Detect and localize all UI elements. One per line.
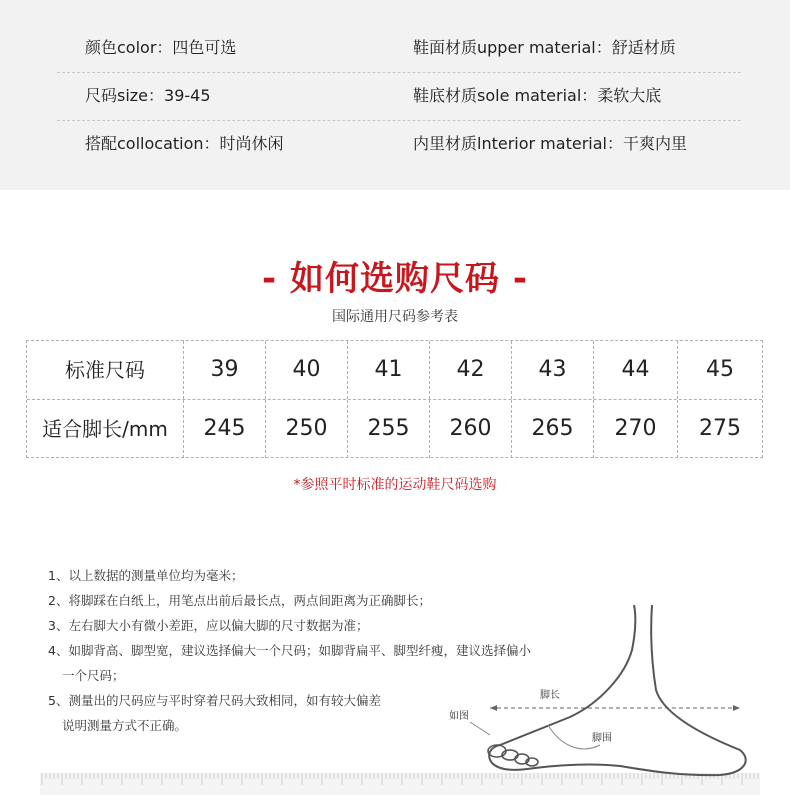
instruction-item: 3、左右脚大小有微小差距，应以偏大脚的尺寸数据为准； — [48, 618, 369, 633]
size-note: *参照平时标准的运动鞋尺码选购 — [293, 477, 497, 493]
length-cell: 245 — [184, 400, 266, 458]
ruler — [40, 773, 760, 795]
length-cell: 255 — [348, 400, 430, 458]
size-cell: 39 — [184, 341, 266, 399]
spec-panel — [0, 0, 790, 190]
spec-sole-material: 鞋底材质sole material：柔软大底 — [413, 86, 662, 105]
size-guide-title: - 如何选购尺码 - — [262, 259, 528, 299]
length-cell: 250 — [266, 400, 348, 458]
instruction-item: 4、如脚背高、脚型宽，建议选择偏大一个尺码；如脚背扁平、脚型纤瘦，建议选择偏小 — [48, 643, 531, 658]
spec-interior-material: 内里材质lnterior material：干爽内里 — [413, 134, 687, 153]
diagram-label-length: 脚长 — [540, 690, 560, 701]
spec-row — [57, 120, 741, 168]
instruction-item: 说明测量方式不正确。 — [62, 718, 188, 733]
length-cell: 265 — [512, 400, 594, 458]
length-cell: 260 — [430, 400, 512, 458]
row-label-standard-size: 标准尺码 — [27, 341, 184, 399]
spec-row — [57, 72, 741, 121]
spec-size: 尺码size：39-45 — [85, 86, 211, 105]
diagram-label-girth: 如图 — [449, 711, 469, 722]
size-cell: 42 — [430, 341, 512, 399]
diagram-label-width: 脚围 — [592, 733, 612, 744]
size-table — [26, 340, 763, 458]
size-cell: 43 — [512, 341, 594, 399]
size-cell: 41 — [348, 341, 430, 399]
length-cell: 270 — [594, 400, 678, 458]
size-cell: 40 — [266, 341, 348, 399]
size-cell: 45 — [706, 357, 734, 382]
instruction-item: 2、将脚踩在白纸上，用笔点出前后最长点，两点间距离为正确脚长； — [48, 593, 431, 608]
instruction-item: 一个尺码； — [62, 668, 125, 683]
length-cell: 275 — [699, 416, 741, 441]
row-label-foot-length: 适合脚长/mm — [27, 400, 184, 458]
size-table-row-sizes — [27, 341, 762, 400]
measurement-instructions — [48, 563, 608, 738]
spec-row — [57, 24, 741, 73]
spec-collocation: 搭配collocation：时尚休闲 — [85, 134, 284, 153]
spec-upper-material: 鞋面材质upper material：舒适材质 — [413, 38, 676, 57]
size-guide-subtitle: 国际通用尺码参考表 — [332, 309, 458, 325]
size-cell: 44 — [594, 341, 678, 399]
size-table-row-lengths — [27, 400, 762, 458]
instruction-item: 5、测量出的尺码应与平时穿着尺码大致相同，如有较大偏差 — [48, 693, 381, 708]
instruction-item: 1、以上数据的测量单位均为毫米； — [48, 568, 244, 583]
spec-color: 颜色color：四色可选 — [85, 38, 237, 57]
